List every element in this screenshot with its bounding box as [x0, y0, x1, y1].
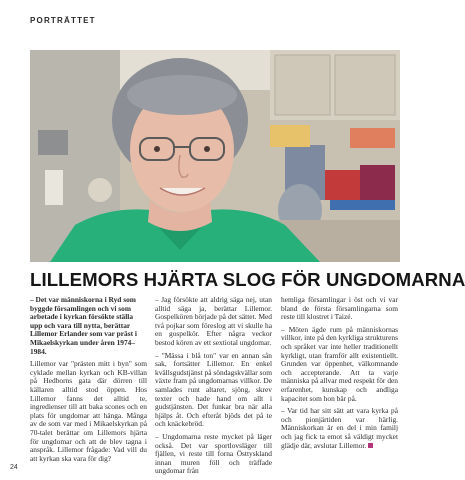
body-paragraph: – "Mässa i blå ton" var en annan sån sak, fortsätter Lillemor. En enkel kvällsgudstjänst på söndagskvällar som växte fram på ungdomarnas villkor. De samlades runt altaret, sjöng, skrev texter och hade hand om allt i gudstjänsten. Det funkar bra när alla hjälps åt. Och efteråt bjöds det på te och knäckebröd.	[155, 350, 272, 429]
article-headline: LILLEMORS HJÄRTA SLOG FÖR UNGDOMARNA	[30, 269, 465, 290]
lead-paragraph: – Det var människorna i Ryd som byggde församlingen och vi som arbetade i kyrkan försökte ställa upp och vara till nytta, berättar Lillemor Erlander som var präst i Mikaelskyrkan under åren 1974–1984.	[30, 295, 137, 356]
final-paragraph-text: – Var tid har sitt sätt att vara kyrka på och pionjärtiden var härlig. Människorkan är en del i min familj och jag fick ta emot så väldigt mycket glädje där, avslutar Lillemor.	[281, 406, 398, 450]
body-paragraph: – Ungdomarna reste mycket på läger också. Det var sportlovsläger till fjällen, vi reste till forna Östtyskland innan muren föll och träffade ungdomar från	[155, 431, 272, 476]
body-paragraph: hemliga församlingar i öst och vi var bland de första församlingarna som reste till klostret i Taizé.	[281, 295, 398, 322]
page-number: 24	[10, 464, 18, 471]
section-label: PORTRÄTTET	[30, 16, 96, 25]
body-paragraph: Lillemor var "prästen mitt i byn" som cyklade mellan kyrkan och KB-villan på Hedborns gata där dörren till källaren alltid stod öppen. Hos Lillemor fanns det alltid te, ingredienser till att baka scones och en plats för ungdomar att hänga. Många av de som var med i Mikaelskyrkan på 70-talet berättar om Lillemors hjärta för ungdomar och att de blev tagna i anspråk. Lillemor frågade: Vad vill du att kyrkan ska vara för dig?	[30, 359, 147, 463]
portrait-photo	[30, 50, 400, 262]
final-paragraph	[281, 407, 398, 450]
end-mark-icon	[368, 443, 373, 448]
article-column-3	[281, 296, 398, 454]
article-column-2	[155, 296, 272, 480]
portrait-illustration	[30, 50, 400, 262]
article-column-1	[30, 296, 147, 467]
body-paragraph: – Möten ägde rum på människornas villkor, inte på den kyrkliga strukturens och språket var inte heller traditionellt kyrkligt, utan framför allt existentiellt. Grunden var öppenhet, välkomnande och accepterande. Att ta varje människa på allvar med respekt för den erfarenhet, kunskap och andliga kapacitet som hon bär på.	[281, 324, 398, 403]
body-paragraph: – Jag försökte att aldrig säga nej, utan alltid säga ja, berättar Lillemor. Gospelkören började på det sättet. Med två pojkar som föreslog att vi skulle ha en gospelkör. Efter några veckor bestod kören av ett sextiotal ungdomar.	[155, 295, 272, 347]
